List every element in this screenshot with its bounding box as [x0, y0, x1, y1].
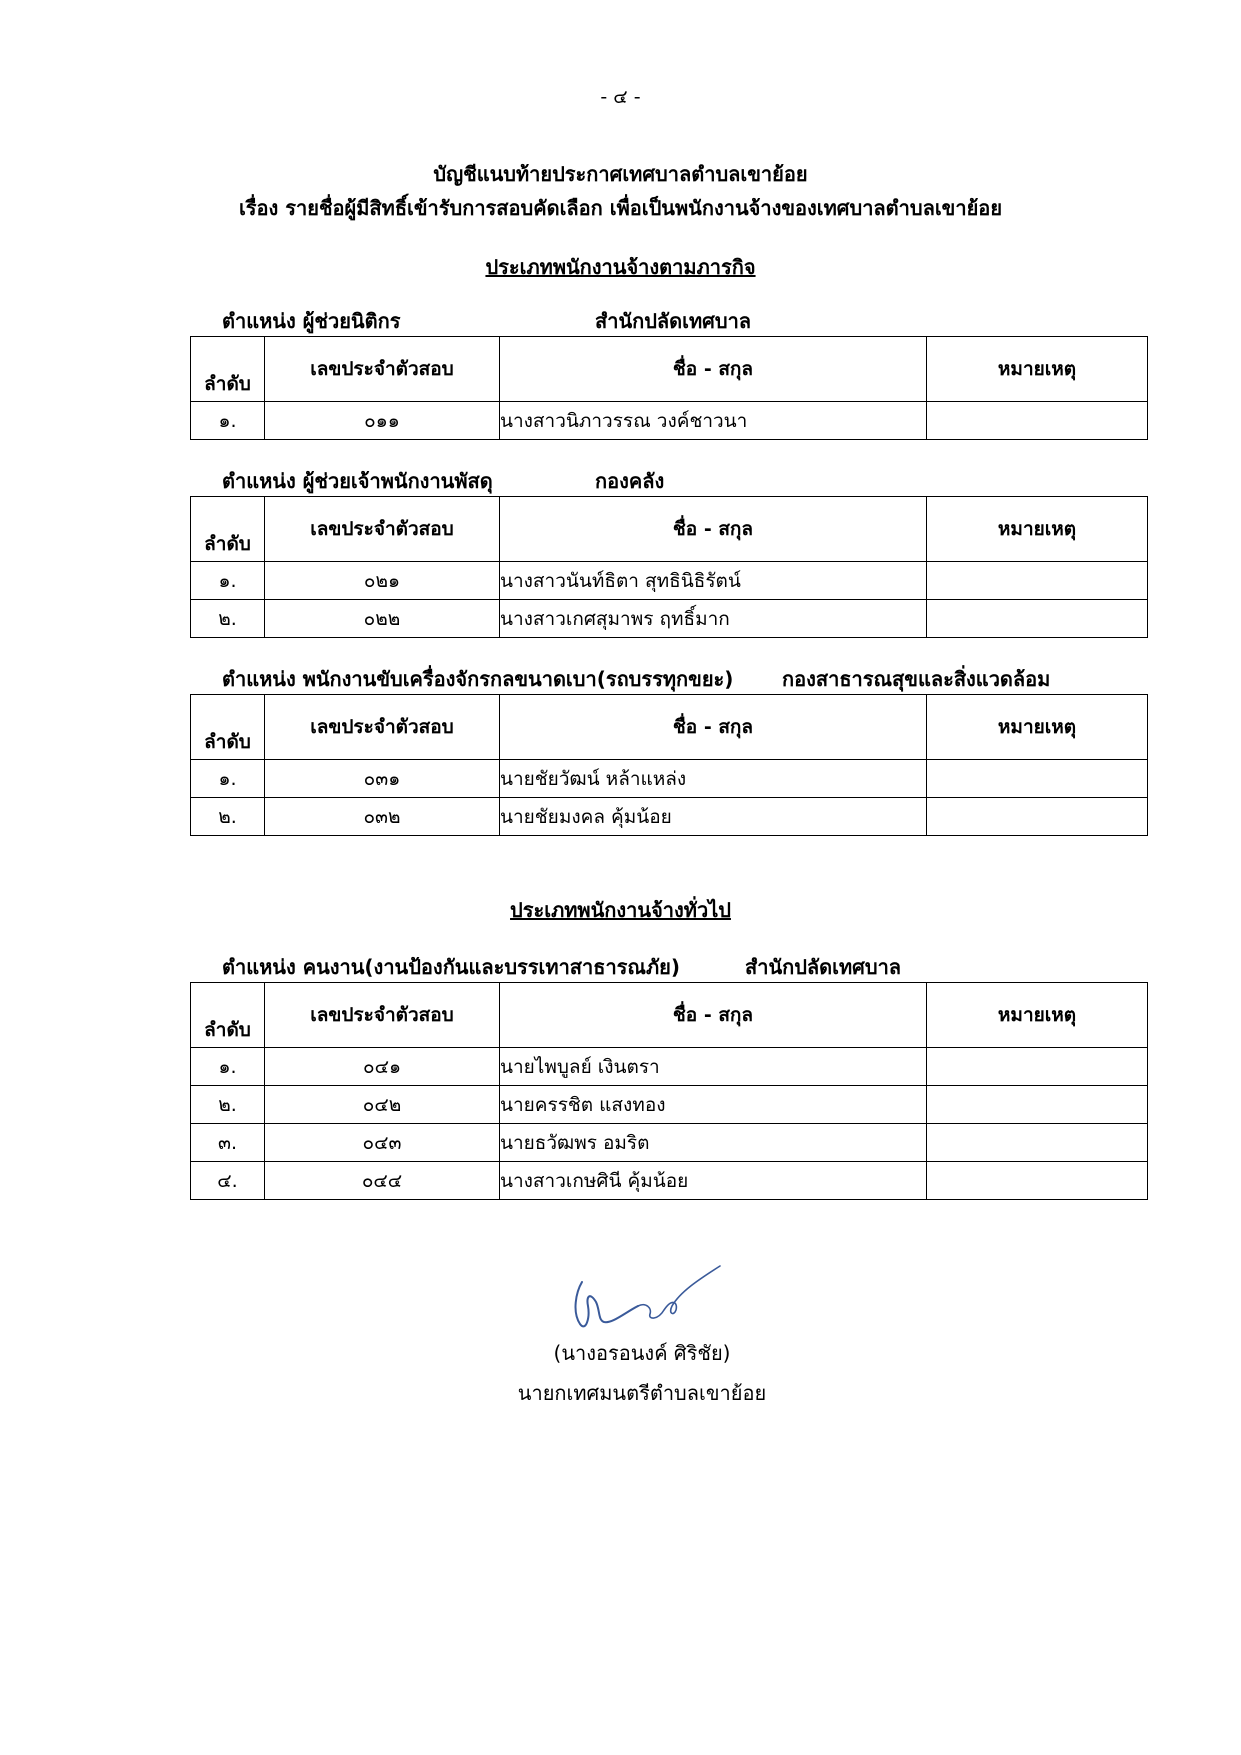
cell-exam-id: ๐๔๔ [265, 1162, 500, 1200]
page-number: - ๔ - [600, 86, 641, 108]
table-header-row [191, 337, 1148, 402]
cell-order: ๑. [191, 562, 265, 600]
cell-exam-id: ๐๔๑ [265, 1048, 500, 1086]
cell-remark [927, 1124, 1148, 1162]
position-label: ตำแหน่ง คนงาน(งานป้องกันและบรรเทาสาธารณภัย) [222, 955, 681, 979]
cell-remark [927, 1086, 1148, 1124]
document-title: บัญชีแนบท้ายประกาศเทศบาลตำบลเขาย้อย [433, 162, 808, 186]
position-department: กองสาธารณสุขและสิ่งแวดล้อม [782, 667, 1051, 691]
cell-remark [927, 402, 1148, 440]
header-remark: หมายเหตุ [927, 337, 1148, 402]
cell-order: ๓. [191, 1124, 265, 1162]
table-row [191, 760, 1148, 798]
position-department: สำนักปลัดเทศบาล [595, 309, 752, 333]
cell-remark [927, 600, 1148, 638]
header-remark: หมายเหตุ [927, 695, 1148, 760]
cell-order: ๑. [191, 1048, 265, 1086]
header-name: ชื่อ - สกุล [500, 497, 927, 562]
position-label: ตำแหน่ง ผู้ช่วยนิติกร [222, 309, 401, 333]
header-name: ชื่อ - สกุล [500, 337, 927, 402]
cell-exam-id: ๐๒๒ [265, 600, 500, 638]
cell-exam-id: ๐๓๑ [265, 760, 500, 798]
cell-name: นายไพบูลย์ เงินตรา [500, 1048, 927, 1086]
cell-exam-id: ๐๓๒ [265, 798, 500, 836]
cell-order: ๑. [191, 402, 265, 440]
table-row [191, 1048, 1148, 1086]
table-row [191, 1086, 1148, 1124]
cell-order: ๔. [191, 1162, 265, 1200]
cell-remark [927, 1048, 1148, 1086]
position-label: ตำแหน่ง พนักงานขับเครื่องจักรกลขนาดเบา(รถบรรทุกขยะ) [222, 667, 734, 691]
header-exam-id: เลขประจำตัวสอบ [265, 695, 500, 760]
cell-exam-id: ๐๑๑ [265, 402, 500, 440]
header-exam-id: เลขประจำตัวสอบ [265, 983, 500, 1048]
position-department: สำนักปลัดเทศบาล [745, 955, 902, 979]
header-exam-id: เลขประจำตัวสอบ [265, 337, 500, 402]
header-order: ลำดับ [191, 695, 265, 760]
candidate-table [190, 694, 1148, 836]
position-department: กองคลัง [595, 469, 665, 493]
cell-exam-id: ๐๔๓ [265, 1124, 500, 1162]
table-row [191, 600, 1148, 638]
table-row [191, 798, 1148, 836]
candidate-table [190, 496, 1148, 638]
cell-order: ๒. [191, 600, 265, 638]
header-remark: หมายเหตุ [927, 983, 1148, 1048]
cell-exam-id: ๐๔๒ [265, 1086, 500, 1124]
document-subject: เรื่อง รายชื่อผู้มีสิทธิ์เข้ารับการสอบคัดเลือก เพื่อเป็นพนักงานจ้างของเทศบาลตำบลเขาย้อย [238, 196, 1003, 220]
table-row [191, 562, 1148, 600]
cell-name: นางสาวเกศสุมาพร ฤทธิ์มาก [500, 600, 927, 638]
table-row [191, 1124, 1148, 1162]
table-header-row [191, 983, 1148, 1048]
table-row [191, 402, 1148, 440]
candidate-table [190, 336, 1148, 440]
candidate-table [190, 982, 1148, 1200]
cell-remark [927, 798, 1148, 836]
cell-name: นายธวัฒพร อมริต [500, 1124, 927, 1162]
table-header-row [191, 497, 1148, 562]
cell-order: ๑. [191, 760, 265, 798]
cell-remark [927, 760, 1148, 798]
cell-name: นายชัยวัฒน์ หล้าแหล่ง [500, 760, 927, 798]
header-remark: หมายเหตุ [927, 497, 1148, 562]
header-name: ชื่อ - สกุล [500, 695, 927, 760]
header-order: ลำดับ [191, 497, 265, 562]
header-order: ลำดับ [191, 983, 265, 1048]
cell-name: นายครรชิต แสงทอง [500, 1086, 927, 1124]
header-order: ลำดับ [191, 337, 265, 402]
cell-exam-id: ๐๒๑ [265, 562, 500, 600]
header-exam-id: เลขประจำตัวสอบ [265, 497, 500, 562]
signer-title: นายกเทศมนตรีตำบลเขาย้อย [517, 1381, 767, 1405]
cell-remark [927, 562, 1148, 600]
employee-type-heading: ประเภทพนักงานจ้างทั่วไป [510, 898, 731, 922]
cell-remark [927, 1162, 1148, 1200]
cell-name: นางสาวเกษศินี คุ้มน้อย [500, 1162, 927, 1200]
position-label: ตำแหน่ง ผู้ช่วยเจ้าพนักงานพัสดุ [222, 469, 493, 493]
employee-type-heading: ประเภทพนักงานจ้างตามภารกิจ [485, 255, 756, 279]
cell-name: นายชัยมงคล คุ้มน้อย [500, 798, 927, 836]
cell-name: นางสาวนันท์ธิตา สุทธินิธิรัตน์ [500, 562, 927, 600]
signer-name: (นางอรอนงค์ ศิริชัย) [553, 1341, 731, 1365]
table-row [191, 1162, 1148, 1200]
cell-order: ๒. [191, 1086, 265, 1124]
handwritten-signature [568, 1262, 728, 1342]
table-header-row [191, 695, 1148, 760]
cell-order: ๒. [191, 798, 265, 836]
header-name: ชื่อ - สกุล [500, 983, 927, 1048]
cell-name: นางสาวนิภาวรรณ วงค์ชาวนา [500, 402, 927, 440]
